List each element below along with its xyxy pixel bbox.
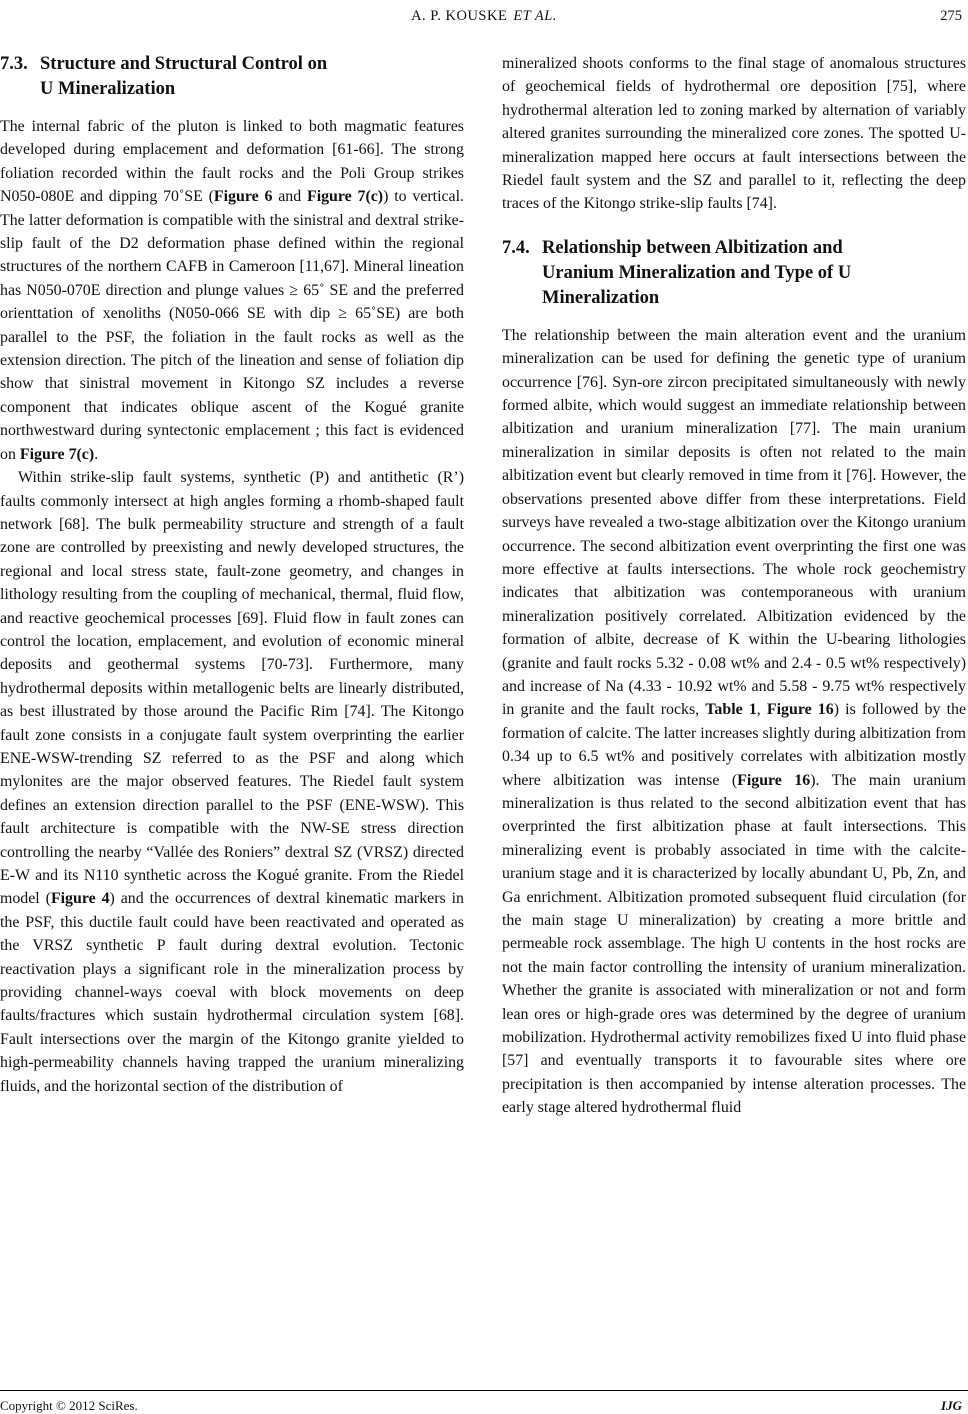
header-authors: A. P. KOUSKE — [411, 8, 508, 24]
page-number: 275 — [940, 8, 962, 24]
section-title-line2: U Mineralization — [40, 79, 176, 99]
right-column — [502, 52, 966, 1120]
section-number: 7.4. — [502, 237, 530, 258]
table-link[interactable]: Table 1 — [705, 701, 757, 719]
paragraph: Within strike-slip fault systems, synthetic (P) and antithetic (R’) faults commonly intersect at high angles forming a rhomb-shaped fault network [68]. The bulk permeability structure and strength of a fault zone are controlled by preexisting and newly developed structures, the regional and local stress state, fault-zone geometry, and changes in lithology resulting from the coupling of mechanical, thermal, fluid flow, and reactive geochemical processes [69]. Fluid flow in fault zones can control the location, emplacement, and evolution of economic mineral deposits and geothermal systems [70-73]. Furthermore, many hydrothermal deposits within metallogenic belts are linearly distributed, as best illustrated by those around the Pacific Rim [74]. The Kitongo fault zone consists in a conjugate fault system overprinting the earlier ENE-WSW-trending SZ referred to as the PSF and along which mylonites are the major observed features. The Riedel fault system defines an extension direction parallel to the PSF (ENE-WSW). This fault architecture is compatible with the NW-SE stress direction controlling the nearby “Vallée des Roniers” dextral SZ (VRSZ) directed E-W and its N110 synthetic across the Kogué granite. From the Riedel model (Figure 4) and the occurrences of dextral kinematic markers in the PSF, this ductile fault could have been reactivated and operated as the VRSZ synthetic P fault during dextral evolution. Tectonic reactivation plays a significant role in the mineralization process by providing channel-ways coeval with block movements on deep faults/fractures which sustain hydrothermal circulation system [68]. Fault intersections over the margin of the Kitongo granite yielded to high-permeability channels having trapped the uranium mineralizing fluids, and the horizontal section of the distribution of — [0, 469, 464, 1095]
section-title-line3: Mineralization — [542, 287, 660, 308]
page-footer — [0, 1398, 968, 1414]
paragraph: The internal fabric of the pluton is linked to both magmatic features developed during emplacement and deformation [61-66]. The strong foliation recorded within the fault rocks and the Poli Group strikes N050-080E and dipping 70˚SE (Figure 6 and Figure 7(c)) to vertical. The latter deformation is compatible with the sinistral and dextral strike-slip fault of the D2 deformation phase defined within the regional structures of the northern CAFB in Cameroon [11,67]. Mineral lineation has N050-070E direction and plunge values ≥ 65˚ SE and the preferred orienttation of xenoliths (N050-066 SE with dip ≥ 65˚SE) are both parallel to the PSF, the foliation in the fault rocks as well as the extension direction. The pitch of the lineation and sense of foliation dip show that sinistral movement in Kitongo SZ includes a reverse component that indicates oblique ascent of the Kogué granite northwestward during syntectonic emplacement ; this fact is evidenced on Figure 7(c). — [0, 118, 464, 463]
header-et-al: ET AL. — [513, 8, 557, 24]
section-heading-7-4 — [502, 236, 966, 311]
journal-abbreviation: IJG — [941, 1398, 962, 1413]
section-title-line1: Structure and Structural Control on — [40, 54, 328, 74]
section-heading-7-3 — [0, 52, 464, 102]
paragraph: mineralized shoots conforms to the final stage of anomalous structures of geochemical fields of hydrothermal ore deposition [75], where hydrothermal alteration led to zoning marked by alternation of variably altered granites surrounding the mineralized core zones. The spotted U-mineralization mapped here occurs at fault intersections between the Riedel fault system and the SZ and parallel to it, reflecting the deep traces of the Kitongo strike-slip faults [74]. — [502, 55, 966, 213]
figure-link[interactable]: Figure 7(c) — [19, 445, 95, 463]
section-title-line1: Relationship between Albitization and — [542, 237, 843, 258]
figure-link[interactable]: Figure 16 — [737, 771, 811, 789]
figure-link[interactable]: Figure 4 — [50, 890, 110, 908]
running-title — [0, 8, 968, 25]
footer-rule — [0, 1390, 968, 1391]
section-number: 7.3. — [0, 54, 28, 74]
running-header — [0, 8, 968, 30]
figure-link[interactable]: Figure 7(c) — [306, 188, 384, 206]
paragraph: The relationship between the main alteration event and the uranium mineralization can be used for defining the genetic type of uranium occurrence [76]. Syn-ore zircon precipitated simultaneously with newly formed albite, which would suggest an immediate relationship between albitization and uranium mineralization [77]. The main uranium mineralization in similar deposits is often not related to the main albitization event but clearly removed in time from it [76]. However, the observations presented above differ from these interpretations. Field surveys have revealed a two-stage albitization over the Kitongo uranium occurrence. The second albitization event overprinting the first one was more effective at faults intersections. The whole rock geochemistry indicates that albitization was contemporaneous with uranium mineralization positively correlated. Albitization evidenced by the formation of albite, decrease of K within the U-bearing lithologies (granite and fault rocks 5.32 - 0.08 wt% and 2.4 - 0.5 wt% respectively) and increase of Na (4.33 - 10.92 wt% and 5.58 - 9.75 wt% respectively in granite and the fault rocks, Table 1, Figure 16) is followed by the formation of calcite. The latter increases slightly during albitization from 0.34 up to 6.5 wt% and positively correlates with albitization mostly where albitization was intense (Figure 16). The main uranium mineralization is thus related to the second albitization event that has overprinted the first albitization phase at fault intersections. This mineralizing event is probably associated in time with the calcite- uranium stage and it is characterized by locally abundant U, Pb, Zn, and Ga enrichment. Albitization promoted subsequent fluid circulation (for the main stage U mineralization) by creating a more brittle and permeable rock assemblage. The high U contents in the host rocks are not the main factor controlling the intensity of uranium mineralization. Whether the granite is associated with mineralization or not and form lean ores or high-grade ores was determined by the degree of uranium mobilization. Hydrothermal activity remobilizes fixed U into fluid phase [57] and eventually transports it to favourable sites where ore precipitation is then accompanied by intense alteration processes. The early stage altered hydrothermal fluid — [502, 326, 967, 1117]
figure-link[interactable]: Figure 6 — [213, 188, 273, 206]
copyright-notice: Copyright © 2012 SciRes. — [0, 1398, 138, 1413]
left-column — [0, 52, 464, 1098]
section-title-line2: Uranium Mineralization and Type of U — [542, 262, 852, 283]
figure-link[interactable]: Figure 16 — [766, 701, 834, 719]
